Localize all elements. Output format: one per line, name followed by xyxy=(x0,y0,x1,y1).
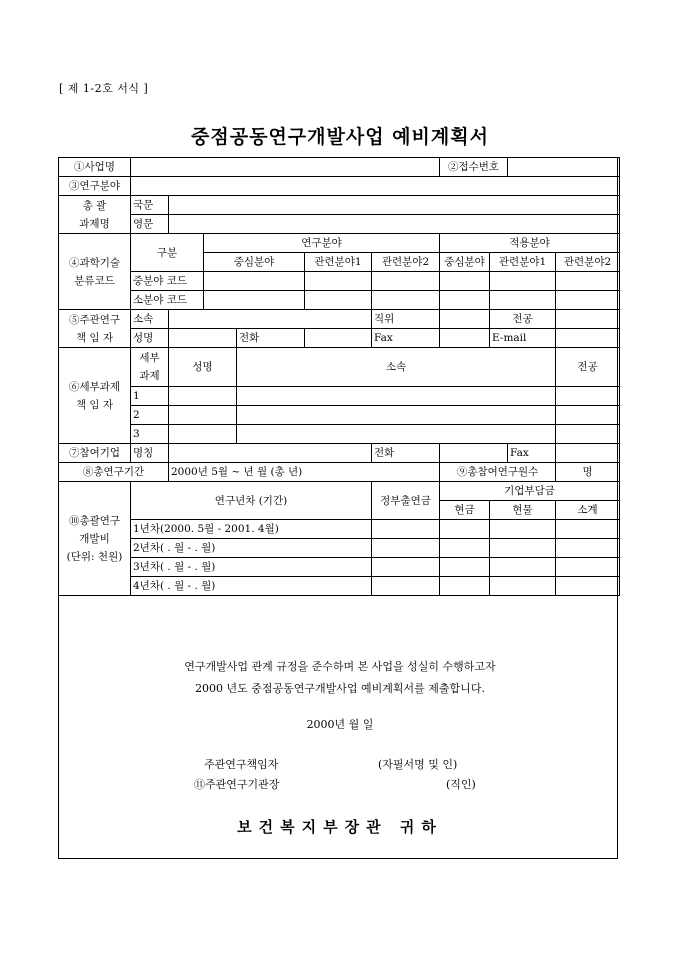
cash-field[interactable] xyxy=(440,558,490,577)
sub-task-number: 3 xyxy=(131,425,169,444)
research-core-area-header: 중심분야 xyxy=(204,253,305,272)
name-label: 성명 xyxy=(131,329,169,348)
company-phone-field[interactable] xyxy=(440,444,508,463)
lead-fax-field[interactable] xyxy=(440,329,490,348)
total-cost-label xyxy=(59,482,131,596)
sub-code-cell[interactable] xyxy=(204,291,305,310)
applied-related-area-1-header: 관련분야1 xyxy=(490,253,556,272)
research-year-row: 3년차( . 월 - . 월) xyxy=(131,558,372,577)
mid-code-cell[interactable] xyxy=(490,272,556,291)
gov-contribution-field[interactable] xyxy=(372,520,440,539)
subtotal-field[interactable] xyxy=(556,539,620,558)
mid-code-cell[interactable] xyxy=(556,272,620,291)
mid-code-cell[interactable] xyxy=(204,272,305,291)
korean-label: 국문 xyxy=(131,196,169,215)
subtotal-header: 소계 xyxy=(556,501,620,520)
total-period-field[interactable]: 2000년 5월 ~ 년 월 (총 년) xyxy=(169,463,440,482)
sub-affiliation-field[interactable] xyxy=(237,387,556,406)
mid-code-cell[interactable] xyxy=(305,272,372,291)
research-related-area-1-header: 관련분야1 xyxy=(305,253,372,272)
cash-field[interactable] xyxy=(440,577,490,596)
in-kind-header: 현물 xyxy=(490,501,556,520)
classification-code-label xyxy=(59,234,131,310)
sub-code-cell[interactable] xyxy=(372,291,440,310)
participating-company-label: ⑦참여기업 xyxy=(59,444,131,463)
research-field-label: ③연구분야 xyxy=(59,177,131,196)
project-name-field[interactable] xyxy=(131,158,440,177)
gov-contribution-field[interactable] xyxy=(372,577,440,596)
sub-affiliation-header: 소속 xyxy=(237,348,556,387)
in-kind-field[interactable] xyxy=(490,577,556,596)
lead-position-field[interactable] xyxy=(440,310,490,329)
lead-researcher-line2: 책 임 자 xyxy=(75,331,114,344)
lead-researcher-signature-field[interactable]: (자필서명 및 인) xyxy=(378,758,458,771)
english-label: 영문 xyxy=(131,215,169,234)
lead-email-field[interactable] xyxy=(556,329,620,348)
classification-code-line1: ④과학기술 xyxy=(68,256,121,269)
declaration-line1: 연구개발사업 관계 규정을 준수하며 본 사업을 성실히 수행하고자 xyxy=(184,660,496,673)
sub-task-researcher-line2: 책 임 자 xyxy=(75,398,114,411)
english-title-field[interactable] xyxy=(169,215,620,234)
sub-name-field[interactable] xyxy=(169,387,237,406)
institution-seal-field[interactable]: (직인) xyxy=(446,778,476,791)
sub-task-number: 2 xyxy=(131,406,169,425)
research-related-area-2-header: 관련분야2 xyxy=(372,253,440,272)
research-area-header: 연구분야 xyxy=(204,234,440,253)
fax-label: Fax xyxy=(372,329,440,348)
email-label: E-mail xyxy=(490,329,556,348)
total-cost-line1: ⑩총괄연구 xyxy=(68,514,121,527)
research-field-field[interactable] xyxy=(131,177,620,196)
lead-major-field[interactable] xyxy=(556,310,620,329)
research-year-row: 4년차( . 월 - . 월) xyxy=(131,577,372,596)
division-label: 구분 xyxy=(131,234,204,272)
subtotal-field[interactable] xyxy=(556,558,620,577)
gov-contribution-field[interactable] xyxy=(372,558,440,577)
mid-code-cell[interactable] xyxy=(372,272,440,291)
sub-affiliation-field[interactable] xyxy=(237,406,556,425)
submission-date: 2000년 월 일 xyxy=(306,718,374,731)
in-kind-field[interactable] xyxy=(490,539,556,558)
research-year-row: 2년차( . 월 - . 월) xyxy=(131,539,372,558)
institution-head-label: ⑪주관연구기관장 xyxy=(194,778,280,791)
korean-title-field[interactable] xyxy=(169,196,620,215)
sub-name-header: 성명 xyxy=(169,348,237,387)
total-cost-line2: 개발비 xyxy=(79,532,110,545)
mid-code-cell[interactable] xyxy=(440,272,490,291)
sub-major-field[interactable] xyxy=(556,387,620,406)
declaration-line2: 2000 년도 중점공동연구개발사업 예비계획서를 제출합니다. xyxy=(195,682,485,695)
sub-task-researcher-line1: ⑥세부과제 xyxy=(68,380,121,393)
applied-area-header: 적용분야 xyxy=(440,234,620,253)
project-name-label: ①사업명 xyxy=(59,158,131,177)
lead-researcher-line1: ⑤주관연구 xyxy=(68,313,121,326)
in-kind-field[interactable] xyxy=(490,520,556,539)
sub-major-field[interactable] xyxy=(556,425,620,444)
subtotal-field[interactable] xyxy=(556,520,620,539)
receipt-number-field[interactable] xyxy=(508,158,620,177)
position-label: 직위 xyxy=(372,310,440,329)
total-staff-label: ⑨총참여연구원수 xyxy=(440,463,556,482)
sub-name-field[interactable] xyxy=(169,425,237,444)
sub-code-cell[interactable] xyxy=(556,291,620,310)
cash-field[interactable] xyxy=(440,520,490,539)
research-year-row: 1년차(2000. 5월 - 2001. 4월) xyxy=(131,520,372,539)
company-name-field[interactable] xyxy=(169,444,372,463)
sub-task-header xyxy=(131,348,169,387)
cash-header: 현금 xyxy=(440,501,490,520)
lead-phone-field[interactable] xyxy=(305,329,372,348)
sub-task-header-line2: 과제 xyxy=(139,370,160,382)
sub-code-cell[interactable] xyxy=(490,291,556,310)
sub-major-header: 전공 xyxy=(556,348,620,387)
major-label: 전공 xyxy=(490,310,556,329)
application-form-table xyxy=(58,157,620,596)
lead-researcher-signature-label: 주관연구책임자 xyxy=(204,758,279,771)
subtotal-field[interactable] xyxy=(556,577,620,596)
company-fax-field[interactable] xyxy=(556,444,620,463)
company-share-header: 기업부담금 xyxy=(440,482,620,501)
gov-contribution-header: 정부출연금 xyxy=(372,482,440,520)
gov-contribution-field[interactable] xyxy=(372,539,440,558)
lead-affiliation-field[interactable] xyxy=(169,310,372,329)
overall-title-label xyxy=(59,196,131,234)
sub-task-researcher-label xyxy=(59,348,131,444)
classification-code-line2: 분류코드 xyxy=(74,274,115,287)
sub-code-label: 소분야 코드 xyxy=(131,291,204,310)
total-cost-line3: (단위: 천원) xyxy=(66,550,123,563)
sub-task-header-line1: 세부 xyxy=(139,352,160,364)
in-kind-field[interactable] xyxy=(490,558,556,577)
sub-name-field[interactable] xyxy=(169,406,237,425)
form-reference: [ 제 1-2호 서식 ] xyxy=(59,82,149,95)
company-phone-label: 전화 xyxy=(372,444,440,463)
document-title: 중점공동연구개발사업 예비계획서 xyxy=(191,126,489,148)
research-year-header: 연구년차 (기간) xyxy=(131,482,372,520)
cash-field[interactable] xyxy=(440,539,490,558)
sub-affiliation-field[interactable] xyxy=(237,425,556,444)
mid-code-label: 중분야 코드 xyxy=(131,272,204,291)
overall-title-line1: 총 괄 xyxy=(82,199,107,212)
phone-label: 전화 xyxy=(237,329,305,348)
total-period-label: ⑧총연구기간 xyxy=(59,463,169,482)
receipt-number-label: ②접수번호 xyxy=(440,158,508,177)
sub-task-number: 1 xyxy=(131,387,169,406)
addressee: 보건복지부장관 귀하 xyxy=(237,818,443,836)
lead-researcher-label xyxy=(59,310,131,348)
total-staff-field[interactable]: 명 xyxy=(556,463,620,482)
sub-code-cell[interactable] xyxy=(440,291,490,310)
company-name-label: 명칭 xyxy=(131,444,169,463)
sub-major-field[interactable] xyxy=(556,406,620,425)
affiliation-label: 소속 xyxy=(131,310,169,329)
declaration-statement xyxy=(0,656,680,700)
applied-core-area-header: 중심분야 xyxy=(440,253,490,272)
sub-code-cell[interactable] xyxy=(305,291,372,310)
company-fax-label: Fax xyxy=(508,444,556,463)
applied-related-area-2-header: 관련분야2 xyxy=(556,253,620,272)
overall-title-line2: 과제명 xyxy=(79,217,110,230)
lead-name-field[interactable] xyxy=(169,329,237,348)
